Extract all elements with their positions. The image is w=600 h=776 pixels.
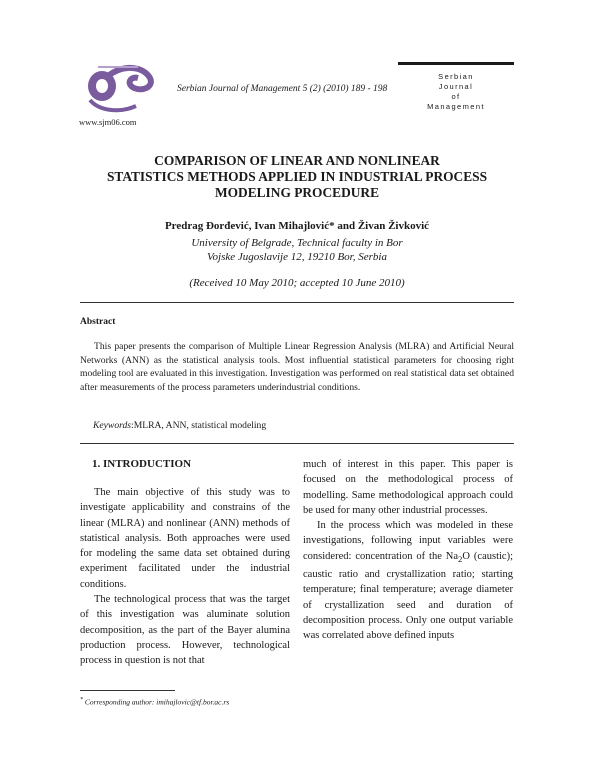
journal-website[interactable]: www.sjm06.com	[79, 117, 137, 127]
paragraph-text: O (caustic); caustic ratio and crystallization ratio; starting temperature; final temperature; average diameter of crystallization seed and duration of decomposition process. Only one output variable was correlated above defined inputs	[303, 550, 513, 642]
abstract-heading: Abstract	[80, 317, 116, 327]
subscript: 2	[458, 553, 463, 564]
footnote-divider	[80, 690, 175, 691]
divider-top	[80, 302, 514, 303]
affiliation-line: University of Belgrade, Technical faculty in Bor	[191, 237, 403, 249]
footnote	[80, 697, 229, 707]
divider-bottom	[80, 443, 514, 444]
paragraph	[303, 518, 513, 643]
body-column-left	[80, 485, 290, 669]
paragraph: The main objective of this study was to investigate applicability and constrains of the linear (MLRA) and nonlinear (ANN) methods of statistical analysis. Both approaches were used for modeling the same data set obtained during experiment facilitated under the industrial conditions.	[80, 487, 290, 590]
keywords-label: Keywords	[93, 420, 132, 431]
paragraph: much of interest in this paper. This paper is focused on the methodological process of modelling. Same methodological approach could be used for many other industrial processes.	[303, 459, 513, 516]
journal-box-line: of	[451, 92, 461, 101]
journal-box-line: Management	[427, 102, 485, 111]
title-line: STATISTICS METHODS APPLIED IN INDUSTRIAL PROCESS	[106, 169, 488, 184]
received-dates: (Received 10 May 2010; accepted 10 June 2010)	[189, 277, 405, 289]
journal-logo	[78, 62, 168, 118]
article-authors: Predrag Đorđević, Ivan Mihajlović* and Živan Živković	[164, 220, 430, 232]
keywords-list: :MLRA, ANN, statistical modeling	[131, 420, 267, 431]
footnote-marker: *	[80, 697, 83, 703]
journal-box-line: Serbian	[438, 72, 474, 81]
keywords	[93, 420, 266, 431]
journal-box-line: Journal	[438, 82, 474, 91]
paragraph-text: In the process which was modeled in these investigations, following input variables were considered: concentration of the Na	[303, 520, 513, 562]
affiliation-line: Vojske Jugoslavije 12, 19210 Bor, Serbia	[207, 251, 387, 263]
sjm-logo-icon	[78, 62, 168, 118]
journal-citation: Serbian Journal of Management 5 (2) (2010) 189 - 198	[177, 84, 388, 94]
section-heading: 1. INTRODUCTION	[92, 458, 192, 470]
journal-name-box	[398, 62, 514, 115]
title-line: COMPARISON OF LINEAR AND NONLINEAR	[154, 153, 440, 168]
footnote-text: Corresponding author: imihajlovic@tf.bor.ac.rs	[84, 697, 230, 707]
article-affiliation	[80, 236, 514, 264]
title-line: MODELING PROCEDURE	[214, 185, 380, 200]
body-column-right	[303, 457, 513, 644]
paragraph: The technological process that was the target of this investigation was aluminate solution decomposition, as the part of the Bayer alumina production process. However, technological process in question is not that	[80, 594, 290, 667]
abstract-text: This paper presents the comparison of Multiple Linear Regression Analysis (MLRA) and Artificial Neural Networks (ANN) as the statistical analysis tools. Most influential statistical parameters for choosing right modeling tool are evaluated in this investigation. Investigation was performed on real statistical data set obtained after measurements of the process parameters underindustrial conditions.	[80, 341, 514, 393]
article-title	[80, 153, 514, 201]
